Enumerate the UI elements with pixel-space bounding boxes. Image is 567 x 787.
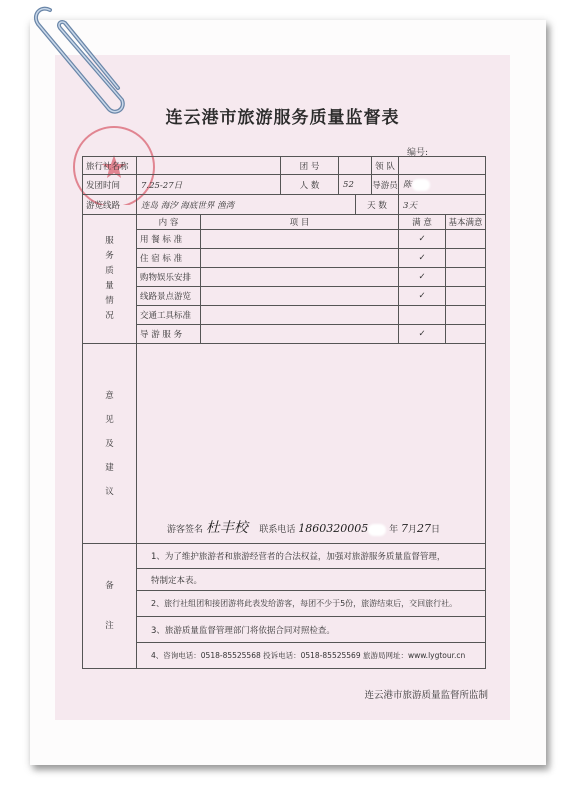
row-opinion [83,344,486,544]
col-satisfied-header: 满 意 [399,215,446,230]
redaction-blur [412,179,430,191]
service-item-detail[interactable] [201,287,399,306]
date-day: 27 [417,522,432,535]
service-row [83,306,486,325]
serial-number-label: 编号: [407,148,429,158]
guide-label: 导游员 [372,175,399,195]
service-item-label: 购物娱乐安排 [137,268,201,287]
sign-label: 游客签名 [167,525,204,535]
note-3: 3、旅游质量监督管理部门将依据合同对照检查。 [137,617,486,643]
row-depart [83,175,486,195]
satisfied-check[interactable]: ✓ [399,268,446,287]
service-row [83,287,486,306]
group-no-label: 团 号 [281,157,339,175]
sign-value: 杜丰校 [205,520,248,536]
days-value[interactable]: 3天 [399,195,486,215]
people-value[interactable]: 52 [339,175,372,195]
date-year-label: 年 [389,525,399,535]
guide-name: 陈 [403,180,412,191]
row-note-3 [83,617,486,643]
signature-line [167,517,440,537]
phone-label: 联系电话 [259,525,296,535]
service-row [83,249,486,268]
service-item-label: 住 宿 标 准 [137,249,201,268]
issuer-footer: 连云港市旅游质量监督所监制 [364,690,488,701]
basic-check[interactable] [446,287,486,306]
col-basic-header: 基本满意 [446,215,486,230]
row-note-2 [83,591,486,617]
basic-check[interactable] [446,230,486,249]
service-item-label: 用 餐 标 准 [137,230,201,249]
row-note-4 [83,643,486,669]
service-item-detail[interactable] [201,325,399,344]
agency-label: 旅行社名称 [83,157,137,175]
row-note-1b [83,569,486,591]
row-agency [83,157,486,175]
date-month-label: 月 [408,525,418,535]
row-note-1a [83,544,486,569]
service-item-detail[interactable] [201,249,399,268]
form-table [82,156,486,669]
row-service-header [83,215,486,230]
service-item-label: 线路景点游览 [137,287,201,306]
note-1b: 特制定本表。 [137,569,486,591]
satisfied-check[interactable]: ✓ [399,249,446,268]
service-section-label: 服务质量情况 [83,215,137,344]
col-content-header: 内 容 [137,215,201,230]
agency-value[interactable] [137,157,281,175]
satisfied-check[interactable] [399,306,446,325]
basic-check[interactable] [446,306,486,325]
service-item-label: 导 游 服 务 [137,325,201,344]
note-2: 2、旅行社组团和接团游将此表发给游客，每团不少于5份，旅游结束后，交回旅行社。 [137,591,486,617]
service-item-detail[interactable] [201,230,399,249]
basic-check[interactable] [446,325,486,344]
days-label: 天 数 [356,195,399,215]
service-row [83,268,486,287]
service-item-label: 交通工具标准 [137,306,201,325]
satisfied-check[interactable]: ✓ [399,325,446,344]
group-no-value[interactable] [339,157,372,175]
redaction-blur [368,524,386,536]
form-title: 连云港市旅游服务质量监督表 [165,108,400,128]
date-month: 7 [401,522,408,535]
service-item-detail[interactable] [201,306,399,325]
supervision-form [55,55,510,720]
basic-check[interactable] [446,249,486,268]
people-label: 人 数 [281,175,339,195]
route-label: 游览线路 [83,195,137,215]
opinion-label: 意见及建议 [83,344,137,544]
satisfied-check[interactable]: ✓ [399,230,446,249]
note-4: 4、咨询电话：0518-85525568 投诉电话：0518-85525569 旅游局网址：www.lygtour.cn [137,643,486,669]
basic-check[interactable] [446,268,486,287]
col-item-header: 项 目 [201,215,399,230]
route-value[interactable]: 连岛 海汐 海底世界 渔湾 [137,195,356,215]
depart-value[interactable]: 7.25-27日 [137,175,281,195]
service-row [83,325,486,344]
service-item-detail[interactable] [201,268,399,287]
date-day-label: 日 [431,525,441,535]
row-route [83,195,486,215]
leader-label: 领 队 [372,157,399,175]
opinion-area[interactable] [137,344,486,544]
notes-label: 备注 [83,544,137,669]
phone-value: 1860320005 [298,522,369,535]
paperclip-icon [30,0,150,120]
depart-label: 发团时间 [83,175,137,195]
service-row [83,230,486,249]
guide-value[interactable] [399,175,486,195]
leader-value[interactable] [399,157,486,175]
satisfied-check[interactable]: ✓ [399,287,446,306]
note-1a: 1、为了维护旅游者和旅游经营者的合法权益，加强对旅游服务质量监督管理， [137,544,486,569]
